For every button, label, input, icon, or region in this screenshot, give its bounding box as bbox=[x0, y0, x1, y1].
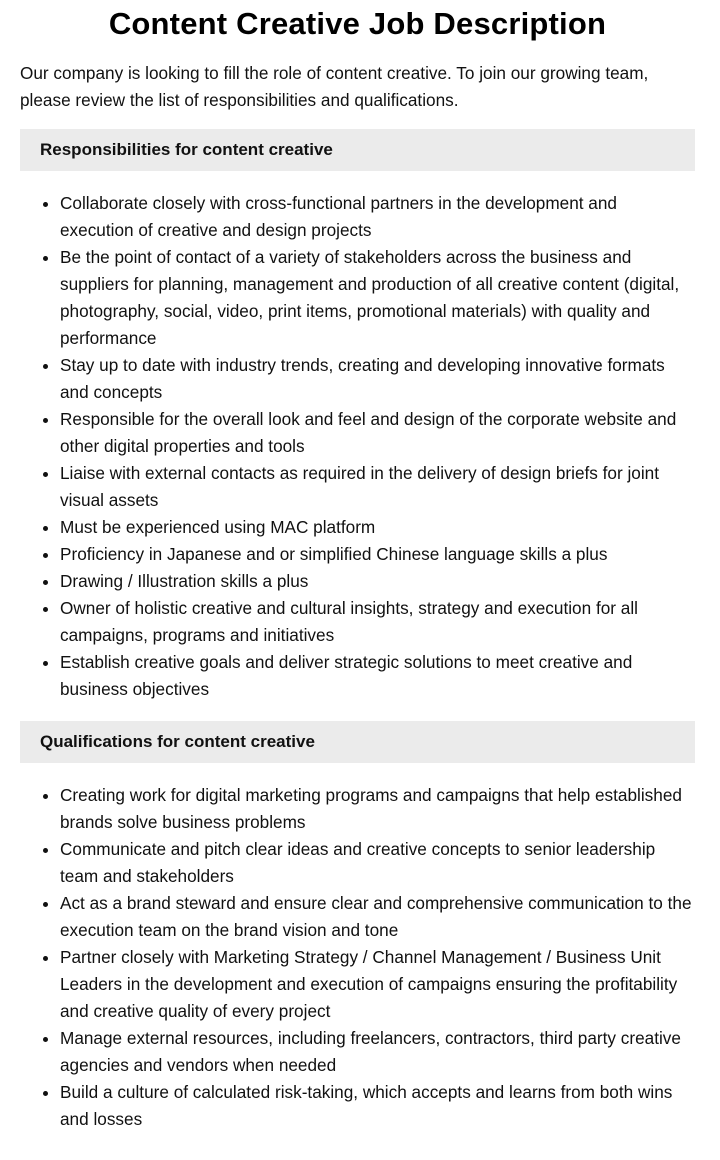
qualifications-heading: Qualifications for content creative bbox=[20, 721, 695, 763]
responsibilities-heading: Responsibilities for content creative bbox=[20, 129, 695, 171]
list-item: Drawing / Illustration skills a plus bbox=[60, 568, 695, 595]
qualifications-list bbox=[20, 782, 695, 1133]
list-item: Communicate and pitch clear ideas and creative concepts to senior leadership team and stakeholders bbox=[60, 836, 695, 890]
list-item: Owner of holistic creative and cultural insights, strategy and execution for all campaigns, programs and initiatives bbox=[60, 595, 695, 649]
list-item: Establish creative goals and deliver strategic solutions to meet creative and business objectives bbox=[60, 649, 695, 703]
list-item: Responsible for the overall look and feel and design of the corporate website and other digital properties and tools bbox=[60, 406, 695, 460]
list-item: Stay up to date with industry trends, creating and developing innovative formats and concepts bbox=[60, 352, 695, 406]
list-item: Manage external resources, including freelancers, contractors, third party creative agencies and vendors when needed bbox=[60, 1025, 695, 1079]
list-item: Be the point of contact of a variety of stakeholders across the business and suppliers for planning, management and production of all creative content (digital, photography, social, video, print items, promotional materials) with quality and performance bbox=[60, 244, 695, 352]
list-item: Build a culture of calculated risk-taking, which accepts and learns from both wins and losses bbox=[60, 1079, 695, 1133]
responsibilities-list bbox=[20, 190, 695, 703]
intro-paragraph: Our company is looking to fill the role of content creative. To join our growing team, please review the list of responsibilities and qualifications. bbox=[20, 63, 649, 110]
page-title: Content Creative Job Description bbox=[108, 6, 607, 41]
list-item: Creating work for digital marketing programs and campaigns that help established brands solve business problems bbox=[60, 782, 695, 836]
list-item: Must be experienced using MAC platform bbox=[60, 514, 695, 541]
list-item: Collaborate closely with cross-functional partners in the development and execution of creative and design projects bbox=[60, 190, 695, 244]
list-item: Proficiency in Japanese and or simplified Chinese language skills a plus bbox=[60, 541, 695, 568]
list-item: Partner closely with Marketing Strategy / Channel Management / Business Unit Leaders in the development and execution of campaigns ensuring the profitability and creative quality of every project bbox=[60, 944, 695, 1025]
list-item: Act as a brand steward and ensure clear and comprehensive communication to the execution team on the brand vision and tone bbox=[60, 890, 695, 944]
list-item: Liaise with external contacts as required in the delivery of design briefs for joint visual assets bbox=[60, 460, 695, 514]
